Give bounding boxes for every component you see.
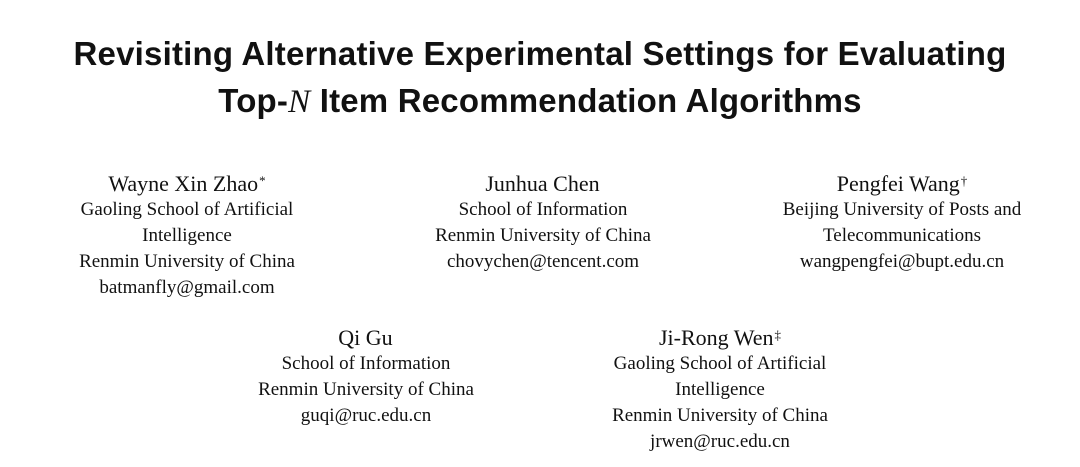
author-footnote-mark: * xyxy=(259,173,266,188)
author-name: Junhua Chen xyxy=(485,171,600,196)
title-variable-n: N xyxy=(288,84,311,120)
author-email: chovychen@tencent.com xyxy=(446,251,640,272)
author-email: wangpengfei@bupt.edu.cn xyxy=(799,251,1005,272)
title-line-2 xyxy=(0,77,1080,126)
author-block xyxy=(235,324,497,429)
author-affiliation-line: School of Information xyxy=(281,353,451,374)
author-name: Pengfei Wang† xyxy=(836,171,968,196)
author-affiliation-line: Telecommunications xyxy=(822,225,981,246)
author-affiliation-line: Renmin University of China xyxy=(612,405,828,426)
title-line-2-prefix: Top- xyxy=(218,82,289,119)
author-affiliation-line: Intelligence xyxy=(675,379,765,400)
title-line-1: Revisiting Alternative Experimental Settings for Evaluating xyxy=(73,35,1007,72)
author-footnote-mark: † xyxy=(960,173,968,188)
author-affiliation-line: Gaoling School of Artificial xyxy=(613,353,827,374)
author-affiliation-line: Gaoling School of Artificial xyxy=(80,199,294,220)
author-email: jrwen@ruc.edu.cn xyxy=(650,431,790,452)
author-affiliation-line: Renmin University of China xyxy=(435,225,651,246)
author-affiliation-line: School of Information xyxy=(458,199,628,220)
author-name: Wayne Xin Zhao* xyxy=(108,171,266,196)
author-name: Qi Gu xyxy=(338,325,393,350)
author-block xyxy=(585,324,855,455)
author-affiliation-line: Renmin University of China xyxy=(258,379,474,400)
author-block xyxy=(752,170,1052,275)
author-block xyxy=(58,170,316,301)
paper-title xyxy=(0,30,1080,126)
title-line-2-suffix: Item Recommendation Algorithms xyxy=(310,82,862,119)
author-footnote-mark: ‡ xyxy=(774,327,782,342)
author-email: batmanfly@gmail.com xyxy=(99,277,275,298)
author-affiliation-line: Renmin University of China xyxy=(79,251,295,272)
author-email: guqi@ruc.edu.cn xyxy=(300,405,432,426)
author-name: Ji-Rong Wen‡ xyxy=(658,325,782,350)
author-block xyxy=(410,170,676,275)
author-affiliation-line: Intelligence xyxy=(142,225,232,246)
author-affiliation-line: Beijing University of Posts and xyxy=(782,199,1022,220)
